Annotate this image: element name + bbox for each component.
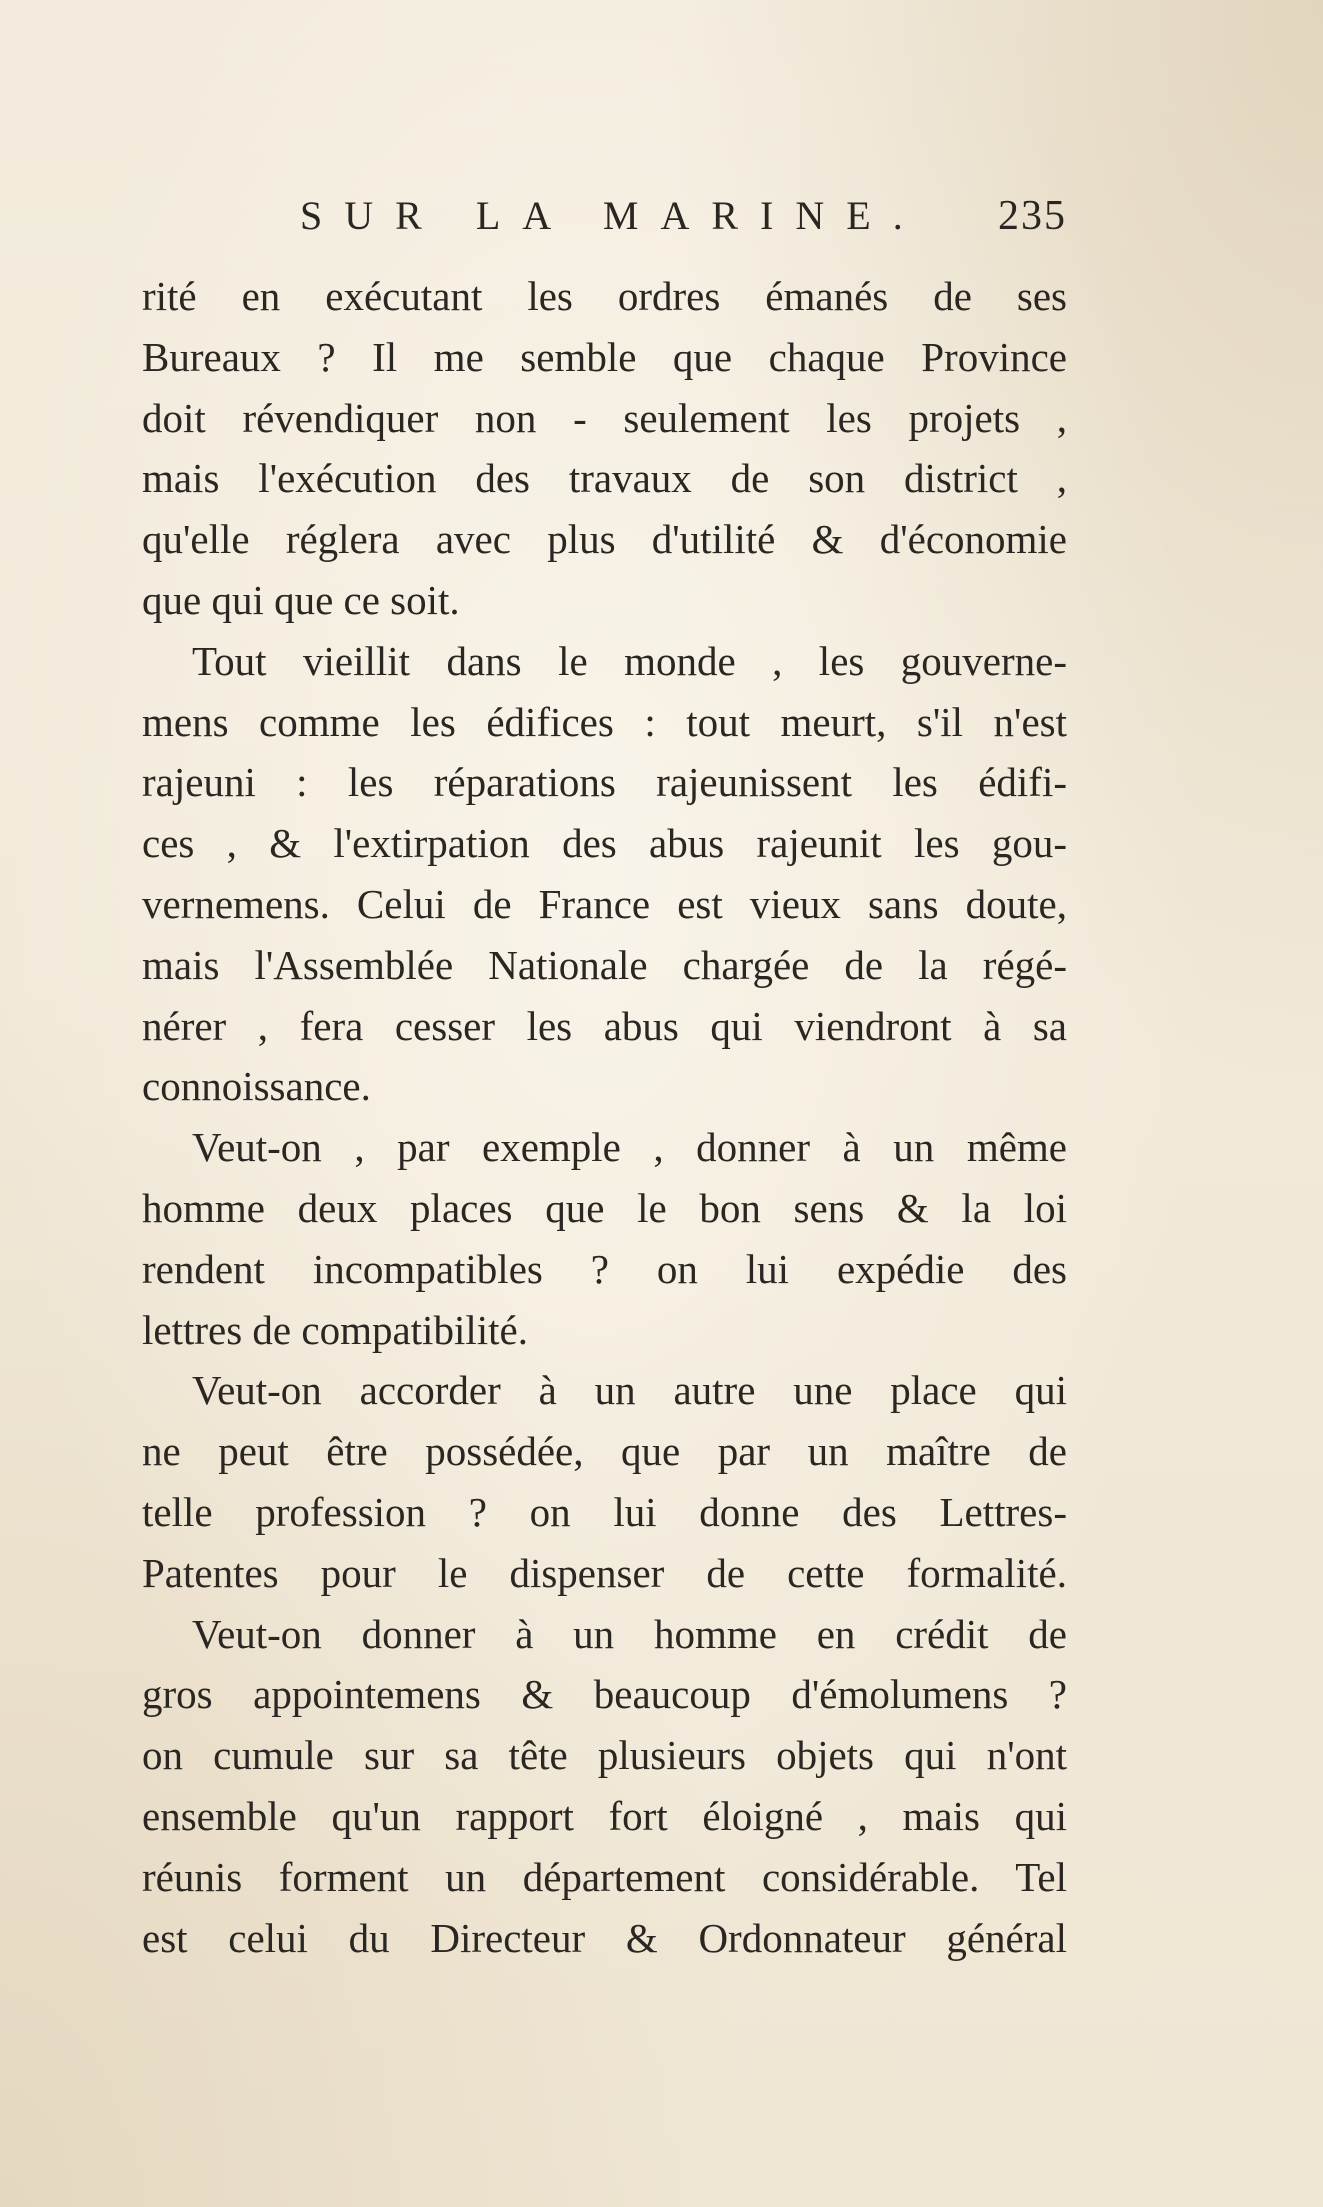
text-line: rendent incompatibles ? on lui expédie des: [142, 1246, 1067, 1292]
text-line: est celui du Directeur & Ordonnateur général: [142, 1915, 1067, 1961]
text-line: ne peut être possédée, que par un maître de: [142, 1428, 1067, 1474]
text-line: gros appointemens & beaucoup d'émolumens ?: [142, 1671, 1067, 1717]
text-line: mais l'exécution des travaux de son district ,: [142, 455, 1067, 501]
paragraph-first-line: Veut-on donner à un homme en crédit de: [192, 1611, 1067, 1657]
text-line: ces , & l'extirpation des abus rajeunit les gou-: [142, 820, 1067, 866]
text-line: nérer , fera cesser les abus qui viendront à sa: [142, 1003, 1067, 1049]
page-header: [300, 190, 1067, 242]
text-line: connoissance.: [142, 1063, 371, 1109]
paragraph-first-line: Veut-on accorder à un autre une place qui: [192, 1367, 1067, 1413]
text-line: ensemble qu'un rapport fort éloigné , mais qui: [142, 1793, 1067, 1839]
text-line: Patentes pour le dispenser de cette formalité.: [142, 1550, 1067, 1596]
text-line: mais l'Assemblée Nationale chargée de la régé-: [142, 942, 1067, 988]
text-line: mens comme les édifices : tout meurt, s'il n'est: [142, 699, 1067, 745]
text-line: telle profession ? on lui donne des Lettres-: [142, 1489, 1067, 1535]
running-head: SUR LA MARINE.: [300, 193, 925, 238]
text-line: rité en exécutant les ordres émanés de ses: [142, 273, 1067, 319]
text-line: on cumule sur sa tête plusieurs objets qui n'ont: [142, 1732, 1067, 1778]
text-line: lettres de compatibilité.: [142, 1307, 528, 1353]
paragraph-first-line: Veut-on , par exemple , donner à un même: [192, 1124, 1067, 1170]
text-line: que qui que ce soit.: [142, 577, 460, 623]
paragraph-first-line: Tout vieillit dans le monde , les gouverne-: [192, 638, 1067, 684]
text-line: doit révendiquer non - seulement les projets ,: [142, 395, 1067, 441]
text-line: réunis forment un département considérable. Tel: [142, 1854, 1067, 1900]
text-line: homme deux places que le bon sens & la loi: [142, 1185, 1067, 1231]
page-number: 235: [998, 193, 1067, 239]
text-line: rajeuni : les réparations rajeunissent les édifi-: [142, 759, 1067, 805]
text-line: vernemens. Celui de France est vieux sans doute,: [142, 881, 1067, 927]
text-line: Bureaux ? Il me semble que chaque Province: [142, 334, 1067, 380]
text-line: qu'elle réglera avec plus d'utilité & d'économie: [142, 516, 1067, 562]
